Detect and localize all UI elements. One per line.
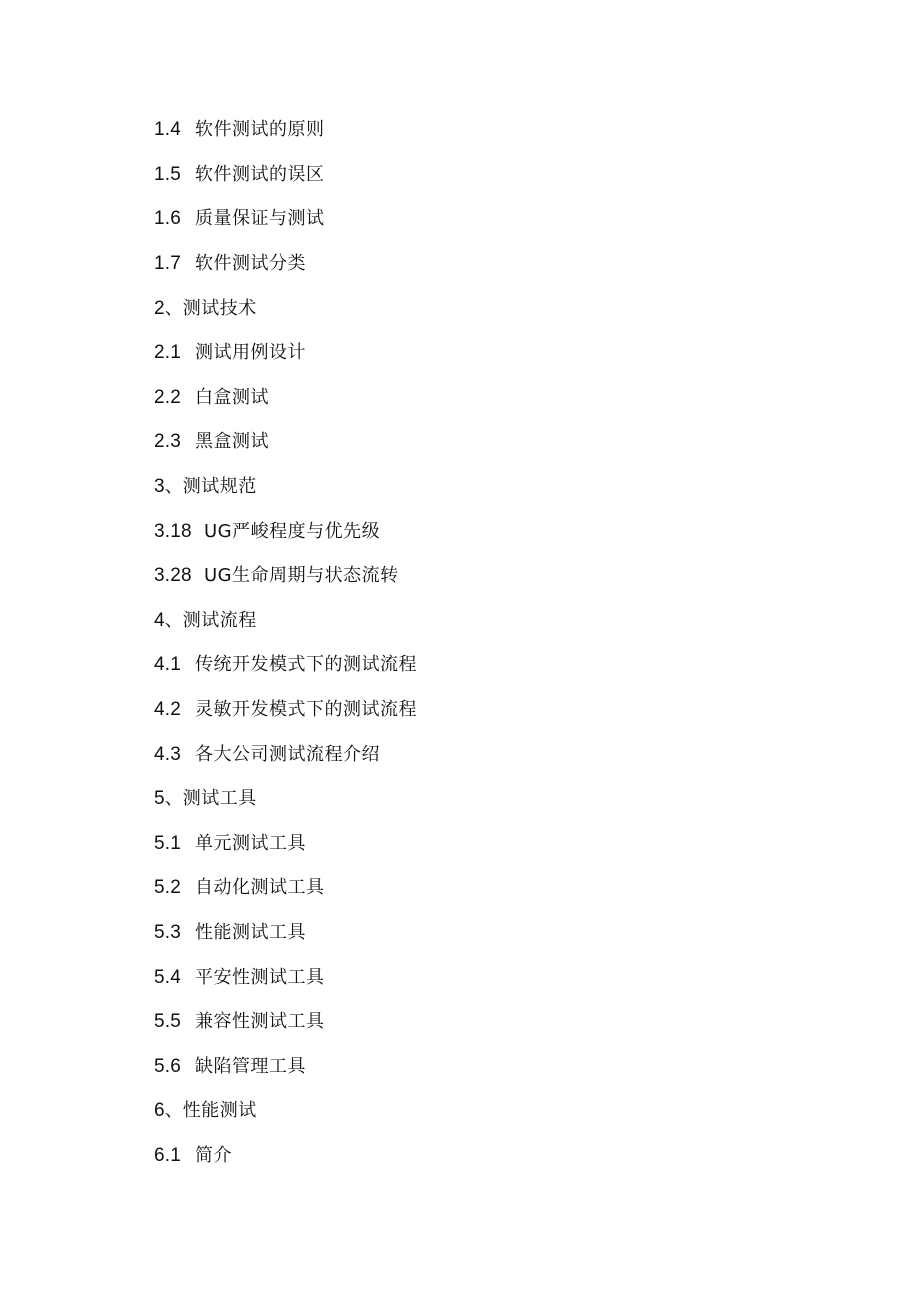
section-number: 5.4: [154, 966, 182, 988]
toc-entry: [154, 554, 417, 599]
chapter-number: 2: [154, 297, 165, 319]
section-number: 3.18: [154, 520, 192, 542]
chapter-separator: 、: [164, 297, 183, 319]
chapter-title: 测试规范: [182, 476, 257, 498]
toc-entry: [154, 955, 417, 1000]
toc-chapter: [154, 777, 417, 822]
toc-entry: [154, 822, 417, 867]
section-number: 1.7: [154, 253, 182, 275]
chapter-title: 性能测试: [182, 1100, 257, 1122]
toc-entry: [154, 509, 417, 554]
section-title: 软件测试的误区: [195, 163, 325, 185]
chapter-title: 测试工具: [182, 788, 257, 810]
toc-entry: [154, 1044, 417, 1089]
section-number: 3.28: [154, 565, 192, 587]
toc-entry: [154, 643, 417, 688]
section-title: 测试用例设计: [195, 342, 306, 364]
section-number: 4.2: [154, 699, 182, 721]
section-number: 4.3: [154, 743, 182, 765]
section-number: 1.6: [154, 208, 182, 230]
section-title: 缺陷管理工具: [195, 1055, 306, 1077]
chapter-separator: 、: [164, 788, 183, 810]
toc-entry: [154, 1134, 417, 1179]
section-title: 传统开发模式下的测试流程: [195, 654, 417, 676]
section-title: UG严峻程度与优先级: [204, 520, 381, 542]
toc-chapter: [154, 465, 417, 510]
toc-entry: [154, 331, 417, 376]
section-number: 1.4: [154, 119, 182, 141]
section-number: 5.1: [154, 832, 182, 854]
section-number: 5.5: [154, 1011, 182, 1033]
chapter-number: 6: [154, 1100, 165, 1122]
section-number: 1.5: [154, 163, 182, 185]
section-title: 性能测试工具: [195, 921, 306, 943]
toc-chapter: [154, 1089, 417, 1134]
section-title: 黑盒测试: [195, 431, 269, 453]
section-title: 各大公司测试流程介绍: [195, 743, 380, 765]
toc-chapter: [154, 599, 417, 644]
toc-entry: [154, 688, 417, 733]
chapter-title: 测试流程: [182, 609, 257, 631]
section-title: 单元测试工具: [195, 832, 306, 854]
toc-entry: [154, 1000, 417, 1045]
toc-entry: [154, 197, 417, 242]
section-number: 2.1: [154, 342, 182, 364]
chapter-number: 5: [154, 788, 165, 810]
chapter-separator: 、: [164, 1100, 183, 1122]
section-title: UG生命周期与状态流转: [204, 565, 399, 587]
section-title: 自动化测试工具: [195, 877, 325, 899]
table-of-contents: [154, 108, 417, 1178]
section-number: 2.3: [154, 431, 182, 453]
section-title: 简介: [195, 1144, 232, 1166]
chapter-number: 3: [154, 476, 165, 498]
toc-entry: [154, 242, 417, 287]
toc-entry: [154, 732, 417, 777]
section-number: 5.3: [154, 921, 182, 943]
toc-entry: [154, 376, 417, 421]
chapter-title: 测试技术: [182, 297, 257, 319]
toc-chapter: [154, 286, 417, 331]
chapter-number: 4: [154, 609, 165, 631]
toc-entry: [154, 420, 417, 465]
section-title: 软件测试的原则: [195, 119, 325, 141]
chapter-separator: 、: [164, 609, 183, 631]
toc-entry: [154, 108, 417, 153]
chapter-separator: 、: [164, 476, 183, 498]
section-number: 6.1: [154, 1144, 182, 1166]
toc-entry: [154, 866, 417, 911]
section-number: 5.6: [154, 1055, 182, 1077]
section-title: 兼容性测试工具: [195, 1011, 325, 1033]
section-title: 软件测试分类: [195, 253, 306, 275]
section-number: 2.2: [154, 386, 182, 408]
section-number: 5.2: [154, 877, 182, 899]
section-title: 白盒测试: [195, 386, 269, 408]
toc-entry: [154, 153, 417, 198]
section-title: 平安性测试工具: [195, 966, 325, 988]
toc-entry: [154, 911, 417, 956]
section-title: 质量保证与测试: [195, 208, 325, 230]
section-title: 灵敏开发模式下的测试流程: [195, 699, 417, 721]
section-number: 4.1: [154, 654, 182, 676]
